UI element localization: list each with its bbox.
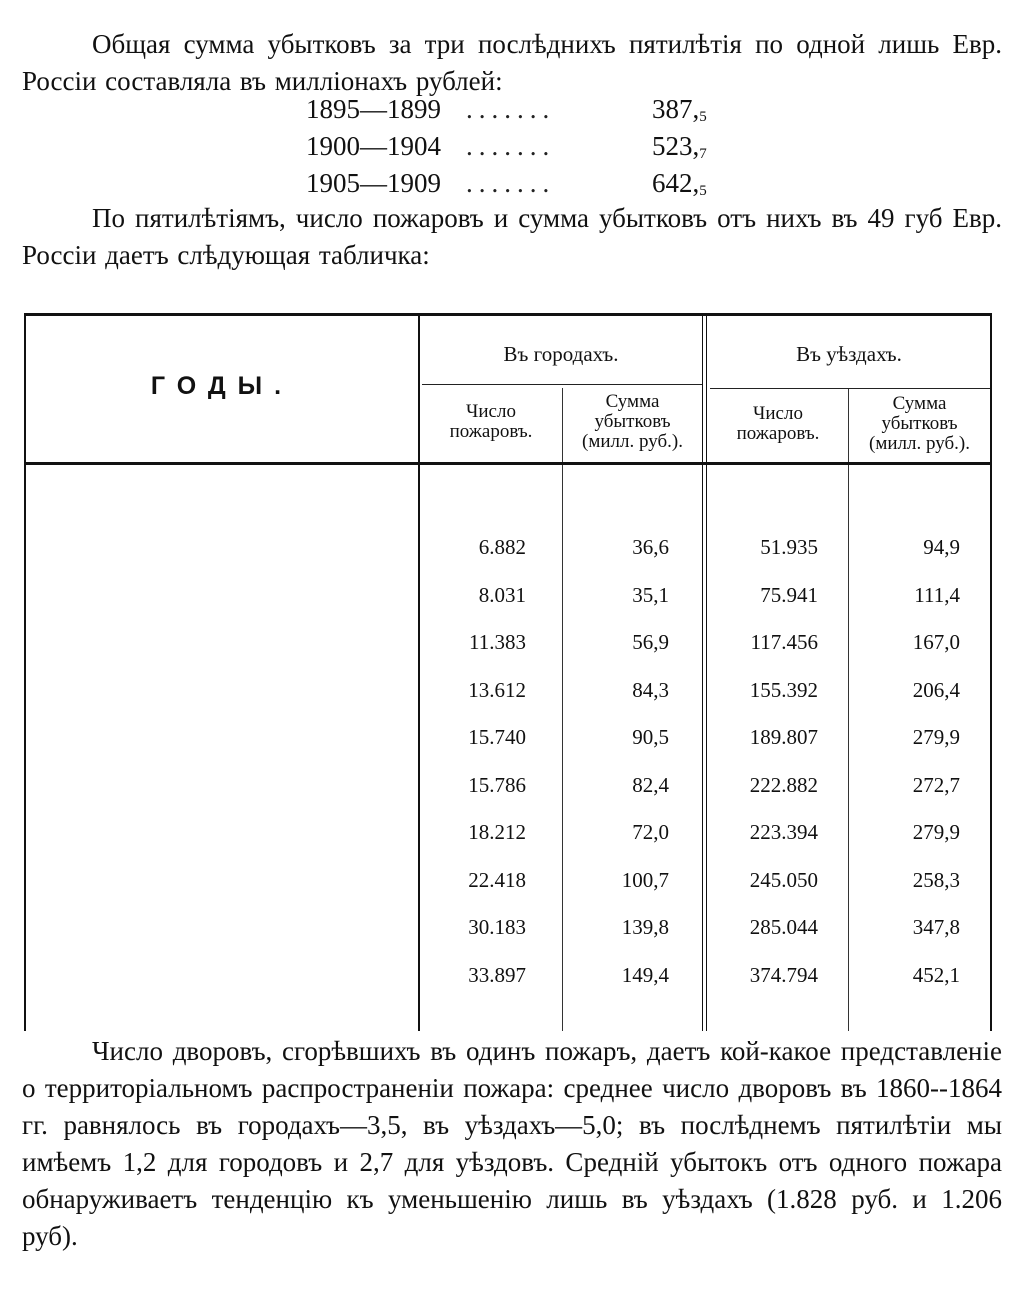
- fires-districts-cell: 117.456: [750, 630, 818, 654]
- summary-years: 1895—1899: [306, 94, 441, 124]
- col-header-loss-cities: Сумма убытковъ (милл. руб.).: [582, 391, 683, 452]
- summary-item: [306, 165, 742, 202]
- summary-item: [306, 91, 742, 128]
- fires-cities-cell: 6.882: [478, 535, 526, 559]
- fires-table: [24, 313, 992, 1031]
- table-row: [26, 912, 990, 960]
- leader-dots: .......: [466, 131, 556, 161]
- col-header-fires-districts: Число пожаровъ.: [736, 403, 820, 444]
- fires-cities-cell: 11.383: [469, 630, 526, 654]
- loss-districts-cell: 258,3: [912, 867, 960, 892]
- fires-districts-cell: 374.794: [749, 962, 818, 987]
- fires-cities-cell: 8.031: [478, 582, 526, 607]
- header-rule: [422, 384, 702, 385]
- closing-text: Число дворовъ, сгорѣвшихъ въ одинъ пожаръ, даетъ кой-какое представленіе о территоріальномъ распространеніи пожара: среднее число дворовъ въ 1860--1864 гг. равнялось въ городахъ—3,5, въ уѣздахъ—5,0; въ послѣднемъ пятилѣтіи мы имѣемъ 1,2 для городовъ и 2,7 для уѣздовъ. Средній убытокъ отъ одного пожара обнаруживаетъ тенденцію къ уменьшенію лишь въ уѣздахъ (1.828 руб. и 1.206 руб).: [22, 1036, 1002, 1251]
- table-row: [26, 770, 990, 818]
- loss-districts-cell: 347,8: [912, 915, 960, 939]
- cities-group-header: Въ городахъ.: [503, 342, 619, 366]
- col-header-loss-districts: Сумма убытковъ (милл. руб.).: [869, 393, 970, 454]
- years-header: ГОДЫ.: [150, 372, 294, 400]
- fires-cities-cell: 15.740: [468, 725, 526, 749]
- table-row: [26, 580, 990, 628]
- table-row: [26, 532, 990, 580]
- table-row: [26, 865, 990, 913]
- fires-districts-cell: 223.394: [749, 820, 818, 844]
- closing-paragraph: [22, 1033, 1002, 1255]
- table-intro-text: По пятилѣтіямъ, число пожаровъ и сумма убытковъ отъ нихъ въ 49 губ Евр. Россіи даетъ слѣдующая табличка:: [22, 203, 1002, 270]
- loss-cities-cell: 90,5: [632, 725, 669, 749]
- table-body: [26, 532, 990, 1007]
- fires-districts-cell: 51.935: [760, 535, 818, 559]
- table-row: [26, 722, 990, 770]
- header-bottom-rule: [26, 462, 990, 465]
- loss-cities-cell: 149,4: [621, 962, 669, 987]
- loss-districts-cell: 94,9: [923, 535, 960, 559]
- loss-districts-cell: 272,7: [912, 772, 960, 797]
- fires-districts-cell: 245.050: [749, 867, 818, 892]
- districts-group-header: Въ уѣздахъ.: [796, 342, 902, 366]
- loss-districts-cell: 167,0: [912, 630, 960, 654]
- loss-cities-cell: 100,7: [621, 867, 669, 892]
- table-row: [26, 817, 990, 865]
- table-intro-paragraph: [22, 200, 1002, 274]
- loss-districts-cell: 279,9: [912, 820, 960, 844]
- intro-paragraph: [22, 26, 1002, 100]
- loss-districts-cell: 279,9: [912, 725, 960, 749]
- col-header-fires-cities: Число пожаровъ.: [449, 401, 533, 442]
- fires-districts-cell: 285.044: [749, 915, 818, 939]
- summary-item: [306, 128, 742, 165]
- loss-cities-cell: 36,6: [632, 535, 669, 559]
- table-row: [26, 675, 990, 723]
- fires-districts-cell: 222.882: [749, 772, 818, 797]
- loss-cities-cell: 72,0: [632, 820, 669, 844]
- fires-districts-cell: 155.392: [749, 677, 818, 702]
- leader-dots: .......: [466, 94, 556, 124]
- summary-years: 1905—1909: [306, 168, 441, 198]
- summary-value: 387,5: [652, 94, 707, 125]
- loss-summary-list: [306, 91, 742, 202]
- loss-cities-cell: 139,8: [621, 915, 669, 939]
- fires-cities-cell: 18.212: [468, 820, 526, 844]
- table-row: [26, 960, 990, 1008]
- summary-value: 642,5: [652, 168, 707, 199]
- fires-cities-cell: 22.418: [468, 867, 526, 892]
- header-rule: [710, 388, 990, 389]
- fires-cities-cell: 13.612: [468, 677, 526, 702]
- loss-cities-cell: 56,9: [632, 630, 669, 654]
- loss-cities-cell: 84,3: [632, 677, 669, 702]
- fires-cities-cell: 30.183: [468, 915, 526, 939]
- intro-text: Общая сумма убытковъ за три послѣднихъ пятилѣтія по одной лишь Евр. Россіи составляла въ миллiонахъ рублей:: [22, 29, 1002, 96]
- loss-districts-cell: 111,4: [914, 582, 960, 607]
- fires-cities-cell: 33.897: [468, 962, 526, 987]
- summary-value: 523,7: [652, 131, 707, 162]
- loss-cities-cell: 35,1: [632, 582, 669, 607]
- loss-districts-cell: 206,4: [912, 677, 960, 702]
- summary-years: 1900—1904: [306, 131, 441, 161]
- fires-districts-cell: 75.941: [760, 582, 818, 607]
- leader-dots: .......: [466, 168, 556, 198]
- fires-cities-cell: 15.786: [468, 772, 526, 797]
- table-row: [26, 627, 990, 675]
- fires-districts-cell: 189.807: [749, 725, 818, 749]
- loss-cities-cell: 82,4: [632, 772, 669, 797]
- loss-districts-cell: 452,1: [912, 962, 960, 987]
